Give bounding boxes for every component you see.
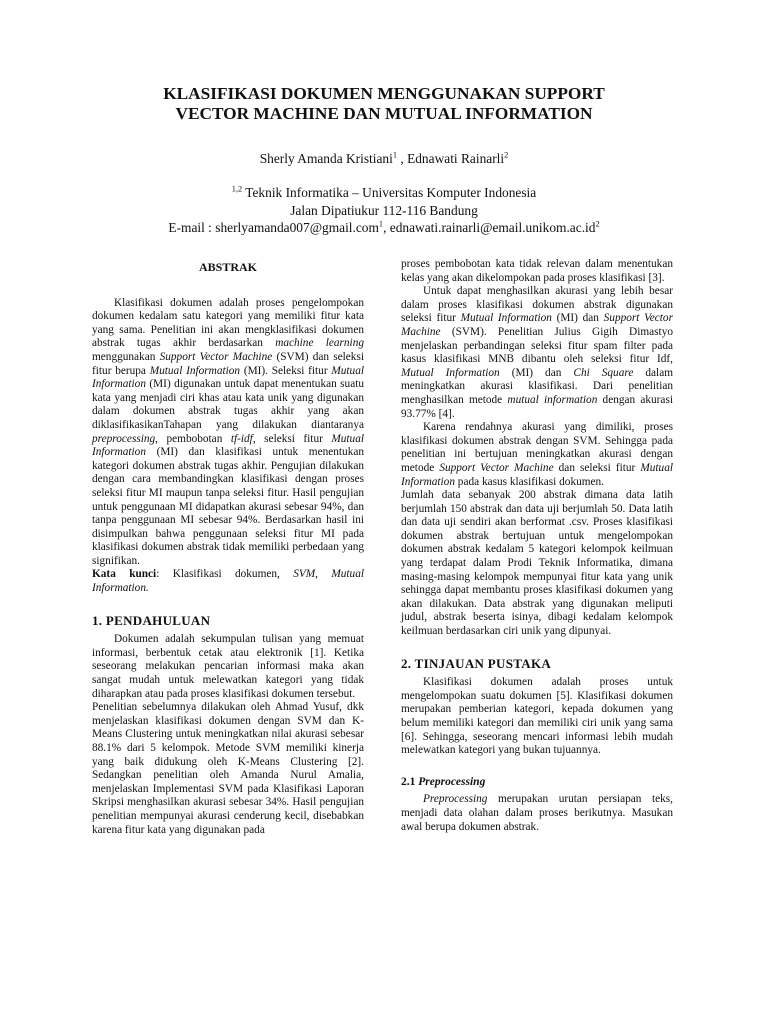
author-separator: ,	[397, 151, 408, 166]
body-paragraph: Penelitian sebelumnya dilakukan oleh Ahmad Yusuf, dkk menjelaskan klasifikasi dokumen dengan SVM dan K-Means Clustering untuk meningkatkan nilai akurasi sebesar 88.1% dari 5 kelompok. Metode SVM memiliki kinerja yang baik didukung oleh K-Means Clustering [2]. Sedangkan penelitian oleh Amanda Nurul Amalia, menjelaskan Implementasi SVM pada Klasifikasi Laporan Skripsi menghasilkan akurasi sebesar 34%. Hasil pengujian penelitian mempunyai akurasi cenderung kecil, disebabkan karena fitur kata yang digunakan pada	[92, 701, 364, 836]
section-heading-tinjauan-pustaka: 2. TINJAUAN PUSTAKA	[401, 655, 552, 671]
subsection-title: Preprocessing	[418, 775, 486, 788]
body-paragraph	[401, 793, 673, 834]
author-1: Sherly Amanda Kristiani	[259, 151, 393, 166]
keywords-label: Kata kunci	[92, 568, 157, 581]
body-em: Support Vector Machine	[439, 461, 554, 474]
title-line-1: KLASIFIKASI DOKUMEN MENGGUNAKAN SUPPORT	[163, 84, 605, 103]
affiliation-sup: 1,2	[231, 184, 243, 194]
subsection-number: 2.1	[401, 775, 419, 788]
body-paragraph-continued: proses pembobotan kata tidak relevan dalam menentukan kelas yang akan dikelompokan pada proses klasifikasi [3].	[401, 258, 673, 284]
body-em: Support Vector Machine	[401, 312, 673, 338]
abstract-text: , seleksi fitur	[252, 432, 332, 445]
body-paragraph	[401, 285, 673, 421]
title-line-2: VECTOR MACHINE DAN MUTUAL INFORMATION	[175, 104, 593, 123]
abstract-em: Mutual Information	[92, 432, 364, 459]
affiliation-line	[0, 184, 768, 202]
body-text: (SVM). Penelitian Julius Gigih Dimastyo menjelaskan perbandingan seleksi fitur spam filter pada kasus klasifikasi MNB dibantu oleh seleksi fitur Idf,	[401, 325, 673, 366]
email-prefix: E-mail : sherlyamanda007@gmail.com	[168, 220, 379, 235]
abstract-paragraph	[92, 297, 364, 569]
abstract-heading: ABSTRAK	[198, 260, 257, 274]
body-text: dan seleksi fitur	[553, 461, 641, 474]
body-text: pada kasus klasifikasi dokumen.	[454, 475, 605, 488]
body-paragraph: Klasifikasi dokumen adalah proses untuk mengelompokan suatu dokumen [5]. Klasifikasi dokumen merupakan pemberian kategori, kepada dokumen yang belum memiliki kategori dan memiliki ciri unik yang sama [6]. Sehingga, seseorang mencari informasi lebih mudah melewatkan kategori yang bukan tujuannya.	[401, 676, 673, 757]
author-1-sup: 1	[392, 150, 398, 160]
subsection-heading-preprocessing	[401, 776, 673, 790]
keywords	[92, 568, 364, 595]
abstract-em: Mutual Information	[149, 364, 241, 377]
body-em: Mutual Information	[401, 366, 500, 379]
abstract-text: (MI). Seleksi fitur	[240, 364, 332, 377]
abstract-text: (MI) dan klasifikasi untuk menentukan kategori dokumen abstrak tugas akhir. Pengujian dilakukan dengan cara membandingkan klasifikasi dengan proses seleksi fitur MI maupun tanpa seleksi fitur. Hasil pengujian untuk penggunaan MI didapatkan akurasi sebesar 94%, dan tanpa penggunaan MI sebesar 94%. Berdasarkan hasil ini disimpulkan bahwa penggunaan seleksi fitur MI pada klasifikasi dokumen abstrak tidak memiliki perbedaan yang signifikan.	[92, 446, 364, 567]
body-text: (MI) dan	[551, 312, 604, 325]
affiliation-block	[0, 184, 768, 237]
email-line	[0, 219, 768, 237]
body-text: dalam meningkatkan akurasi klasifikasi. Dari penelitian menghasilkan metode	[401, 366, 673, 406]
body-em: Mutual Information	[460, 312, 552, 325]
abstract-text: , pembobotan	[155, 432, 231, 445]
section-heading-pendahuluan: 1. PENDAHULUAN	[92, 612, 211, 628]
body-em: Chi Square	[573, 366, 634, 379]
abstract-em: machine learning	[275, 337, 364, 350]
keywords-text: : Klasifikasi dokumen,	[156, 568, 294, 581]
right-column	[401, 258, 673, 834]
abstract-em: Mutual Information	[92, 364, 364, 391]
abstract-text: (MI) digunakan untuk dapat menentukan suatu kata yang menjadi ciri khas atau kata unik yang digunakan dalam dokumen abstrak tugas akhir yang akan diklasifikasikanTahapan yang dilakukan diantaranya	[92, 378, 364, 431]
abstract-text: menggunakan	[92, 350, 160, 363]
body-text: merupakan urutan persiapan teks, menjadi data olahan dalam proses berikutnya. Masukan awal berupa dokumen abstrak.	[401, 793, 673, 833]
body-text: Karena rendahnya akurasi yang dimiliki, proses klasifikasi dokumen abstrak dengan SVM. Sehingga pada penelitian ini bertujuan meningkatkan akurasi dengan metode	[401, 421, 673, 474]
paper-title	[0, 84, 768, 124]
abstract-em: tf-idf	[230, 432, 253, 445]
left-column	[92, 258, 364, 837]
abstract-text: (SVM) dan seleksi fitur berupa	[92, 350, 364, 377]
body-em: Mutual Information	[401, 461, 673, 488]
body-em: Preprocessing	[423, 793, 488, 806]
email-mid: , ednawati.rainarli@email.unikom.ac.id	[383, 220, 596, 235]
email-sup-1: 1	[378, 219, 384, 229]
abstract-em: Support Vector Machine	[159, 350, 273, 363]
keywords-em: SVM, Mutual Information.	[92, 568, 364, 595]
body-text: dengan akurasi 93.77% [4].	[401, 393, 673, 420]
body-text: Untuk dapat menghasilkan akurasi yang lebih besar dalam proses klasifikasi dokumen abstrak digunakan seleksi fitur	[401, 285, 673, 325]
email-sup-2: 2	[595, 219, 600, 229]
paper-header	[0, 84, 768, 237]
author-2-sup: 2	[504, 150, 509, 160]
author-line	[0, 151, 768, 167]
body-paragraph	[401, 421, 673, 489]
body-paragraph: Jumlah data sebanyak 200 abstrak dimana data latih berjumlah 150 abstrak dan data uji berjumlah 50. Data latih dan data uji sendiri akan berformat .csv. Proses klasifikasi dokumen abstrak bertujuan untuk mengelompokan dokumen abstrak kedalam 5 kategori kelompok keilmuan yang terdapat dalam Prodi Teknik Informatika, dimana masing-masing kelompok mempunyai fitur kata yang unik sehingga dapat membantu proses klasifikasi dokumen yang akan dilakukan. Data abstrak yang digunakan meliputi judul, abstrak beserta isinya, dibagi kedalam kelompok keilmuan berdasarkan ciri unik yang dipunyai.	[401, 489, 673, 638]
author-2: Ednawati Rainarli	[407, 151, 505, 166]
body-em: mutual information	[507, 393, 598, 406]
abstract-em: preprocessing	[92, 432, 156, 445]
address-line: Jalan Dipatiukur 112-116 Bandung	[290, 202, 478, 218]
body-text: (MI) dan	[499, 366, 574, 379]
body-paragraph: Dokumen adalah sekumpulan tulisan yang memuat informasi, berbentuk cetak atau elektronik [1]. Ketika seseorang melakukan pencarian informasi maka akan sangat mudah untuk melewatkan kategori yang tidak diharapkan atau pada proses klasifikasi dokumen tersebut.	[92, 633, 364, 700]
affiliation-text: Teknik Informatika – Universitas Komputer Indonesia	[242, 185, 537, 200]
abstract-text: Klasifikasi dokumen adalah proses pengelompokan dokumen kedalam satu kategori yang memiliki fitur kata yang sama. Penelitian ini akan mengklasifikasi dokumen abstrak tugas akhir berdasarkan	[92, 296, 364, 350]
